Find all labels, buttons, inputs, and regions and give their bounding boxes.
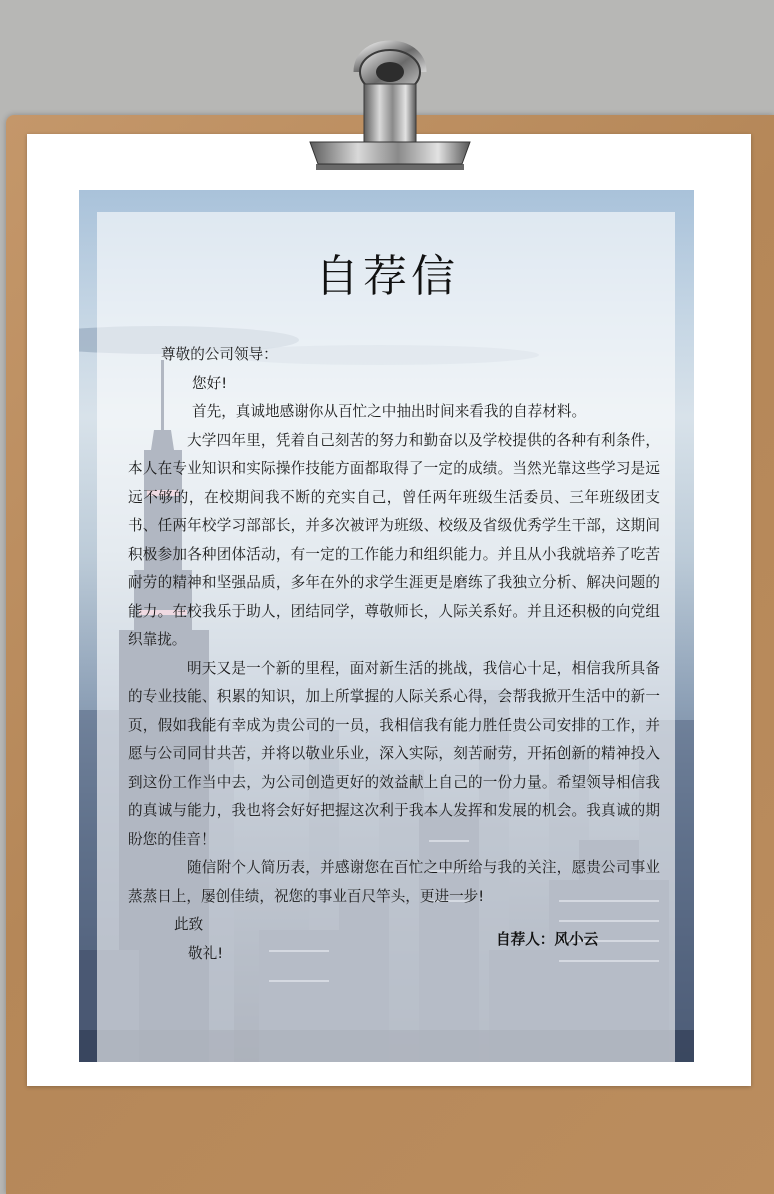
- closing-line-2: 敬礼!: [188, 944, 224, 962]
- salutation: 尊敬的公司领导：: [161, 346, 278, 363]
- closing-line-1: 此致: [174, 916, 204, 933]
- binder-clip-icon: [300, 24, 480, 179]
- paragraph-4: 随信附个人简历表，并感谢您在百忙之中所给与我的关注，愿贵公司事业蒸蒸日上，屡创佳绩，祝您的事业百尺竿头，更进一步!: [128, 859, 660, 905]
- page-title: 自荐信: [315, 251, 459, 302]
- paragraph-3: 明天又是一个新的里程，面对新生活的挑战，我信心十足，相信我所具备的专业技能、积累的知识，加上所掌握的人际关系心得，会帮我掀开生活中的新一页，假如我能有幸成为贵公司的一员，我相信我有能力胜任贵公司安排的工作，并愿与公司同甘共苦，并将以敬业乐业，深入实际，刻苦耐劳，开拓创新的精神投入到这份工作当中去，为公司创造更好的效益献上自己的一份力量。希望领导相信我的真诚与能力，我也将会好好把握这次利于我本人发挥和发展的机会。我真诚的期盼您的佳音！: [128, 659, 660, 848]
- letter-body: [128, 341, 660, 968]
- greeting: 您好!: [192, 374, 228, 392]
- paragraph-1: 首先，真诚地感谢你从百忙之中抽出时间来看我的自荐材料。: [192, 403, 587, 420]
- paragraph-2: 大学四年里，凭着自己刻苦的努力和勤奋以及学校提供的各种有利条件，本人在专业知识和实际操作技能方面都取得了一定的成绩。当然光靠这些学习是远远不够的，在校期间我不断的充实自己，曾任两年班级生活委员、三年班级团支书、任两年校学习部部长，并多次被评为班级、校级及省级优秀学生干部，这期间积极参加各种团体活动，有一定的工作能力和组织能力。并且从小我就培养了吃苦耐劳的精神和坚强品质，多年在外的求学生涯更是磨练了我独立分析、解决问题的能力。在校我乐于助人，团结同学，尊敬师长，人际关系好。并且还积极的向党组织靠拢。: [128, 431, 660, 648]
- signature: 自荐人：风小云: [496, 931, 599, 948]
